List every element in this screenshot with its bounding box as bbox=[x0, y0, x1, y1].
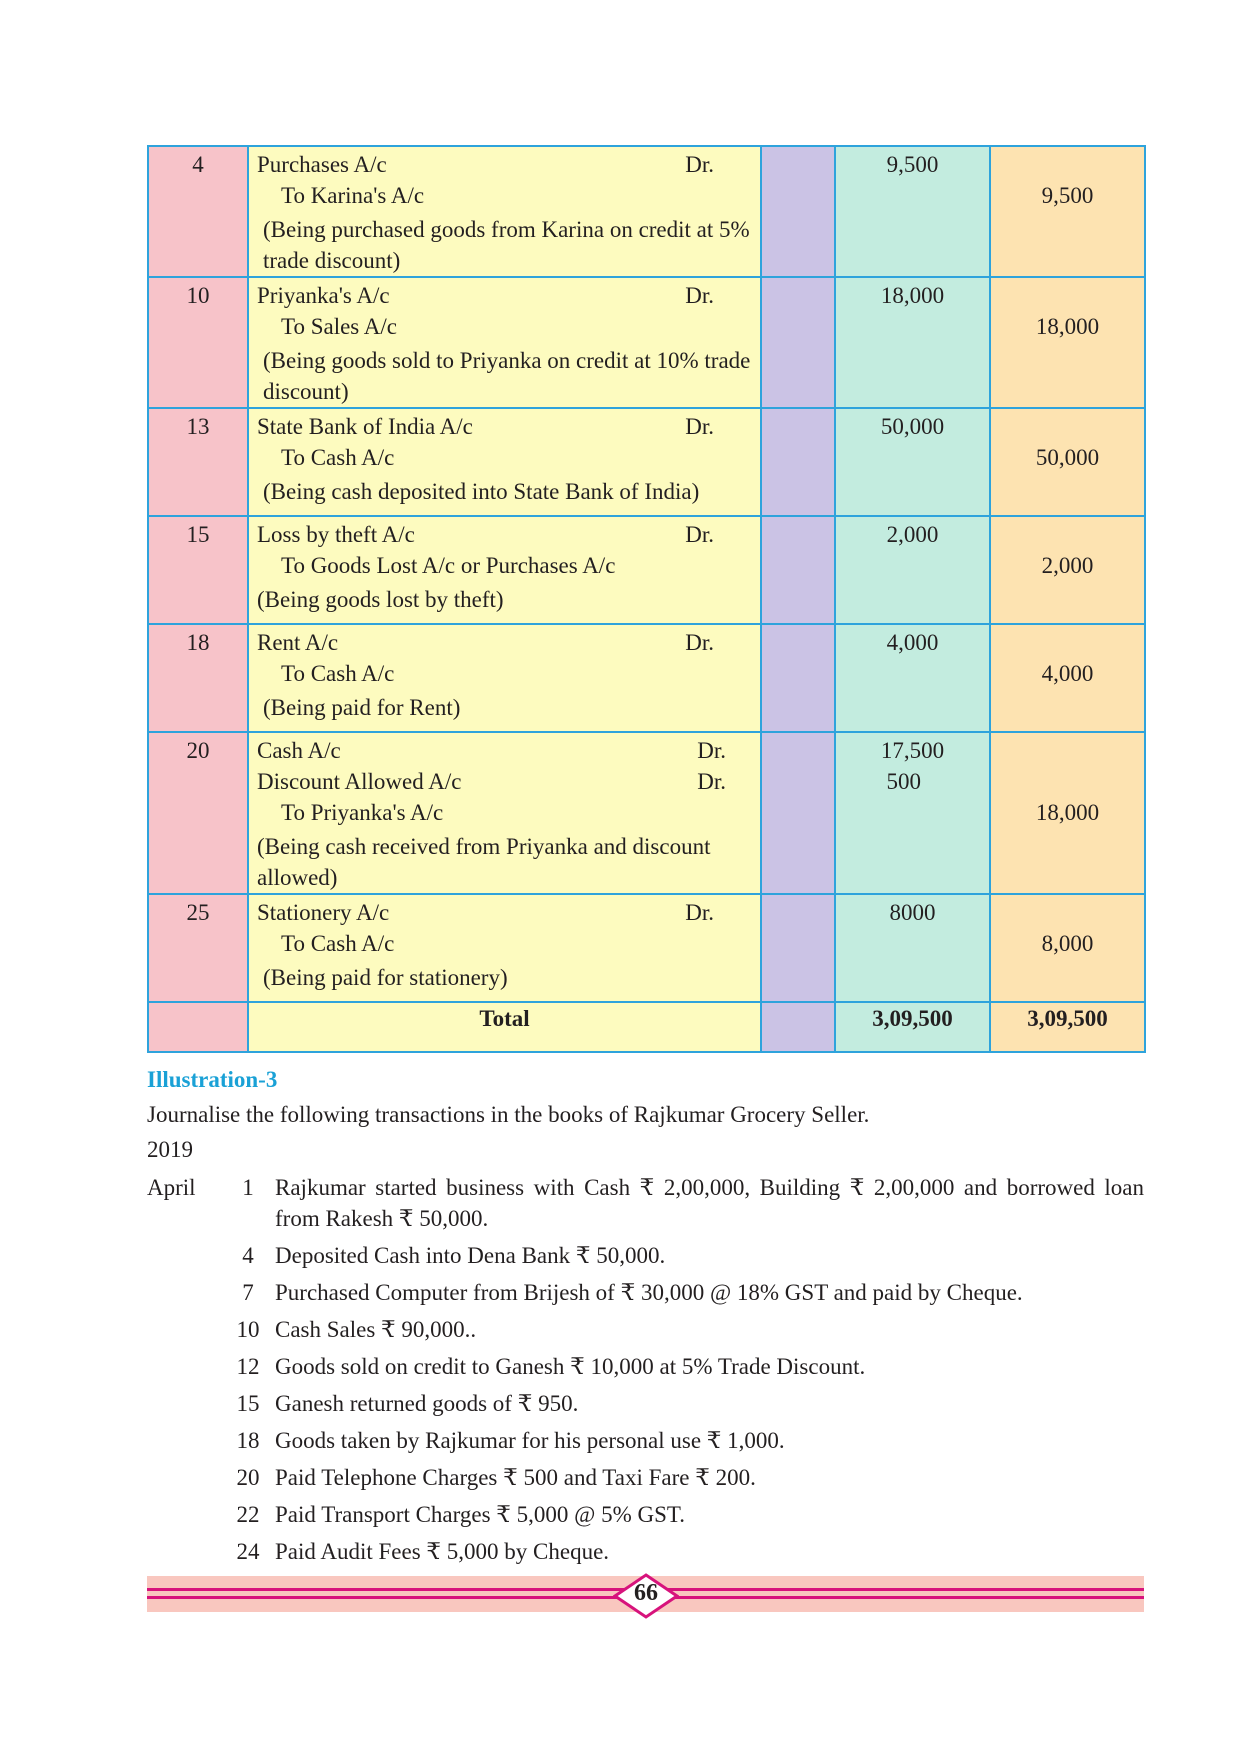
transaction-text: Purchased Computer from Brijesh of ₹ 30,000 @ 18% GST and paid by Cheque. bbox=[275, 1280, 1023, 1305]
debit-cell: 18,000 bbox=[835, 277, 990, 408]
credit-cell: 50,000 bbox=[990, 408, 1145, 516]
list-item bbox=[147, 1277, 1144, 1308]
transaction-text: Goods taken by Rajkumar for his personal use ₹ 1,000. bbox=[275, 1428, 785, 1453]
credit-cell: 18,000 bbox=[990, 732, 1145, 894]
dr-mark: Dr. bbox=[685, 283, 714, 308]
journal-row bbox=[148, 624, 1145, 732]
narration: (Being goods lost by theft) bbox=[257, 587, 504, 612]
dr-mark-2: Dr. bbox=[697, 769, 726, 794]
transaction-text: Deposited Cash into Dena Bank ₹ 50,000. bbox=[275, 1243, 666, 1268]
dr-mark: Dr. bbox=[685, 630, 714, 655]
credit-account: To Cash A/c bbox=[281, 445, 395, 470]
narration: (Being goods sold to Priyanka on credit at 10% trade discount) bbox=[263, 348, 751, 404]
day: 22 bbox=[236, 1502, 260, 1527]
debit-cell bbox=[835, 732, 990, 894]
transaction-text: Paid Audit Fees ₹ 5,000 by Cheque. bbox=[275, 1539, 610, 1564]
credit-cell: 4,000 bbox=[990, 624, 1145, 732]
lf-cell bbox=[761, 277, 835, 408]
transaction-text: Ganesh returned goods of ₹ 950. bbox=[275, 1391, 579, 1416]
debit-cell: 50,000 bbox=[835, 408, 990, 516]
total-label: Total bbox=[248, 1002, 761, 1052]
credit-account: To Sales A/c bbox=[281, 314, 397, 339]
debit-account: Priyanka's A/c bbox=[257, 283, 390, 308]
credit-cell: 8,000 bbox=[990, 894, 1145, 1002]
lf-cell bbox=[761, 516, 835, 624]
credit-account: To Goods Lost A/c or Purchases A/c bbox=[281, 553, 616, 578]
debit-cell: 4,000 bbox=[835, 624, 990, 732]
list-item bbox=[147, 1314, 1144, 1345]
particulars-cell bbox=[248, 732, 761, 894]
debit-amount-2: 500 bbox=[886, 769, 921, 794]
date-cell: 15 bbox=[148, 516, 248, 624]
date-cell: 4 bbox=[148, 146, 248, 277]
lf-cell bbox=[761, 624, 835, 732]
debit-account: Loss by theft A/c bbox=[257, 522, 415, 547]
debit-cell: 9,500 bbox=[835, 146, 990, 277]
transaction-text: Goods sold on credit to Ganesh ₹ 10,000 at 5% Trade Discount. bbox=[275, 1354, 866, 1379]
illustration-intro: Journalise the following transactions in the books of Rajkumar Grocery Seller. bbox=[147, 1102, 870, 1127]
debit-account: State Bank of India A/c bbox=[257, 414, 473, 439]
date-cell bbox=[148, 1002, 248, 1052]
dr-mark: Dr. bbox=[685, 900, 714, 925]
debit-cell: 2,000 bbox=[835, 516, 990, 624]
journal-row bbox=[148, 894, 1145, 1002]
transaction-text: Cash Sales ₹ 90,000.. bbox=[275, 1317, 477, 1342]
list-item bbox=[147, 1425, 1144, 1456]
particulars-cell bbox=[248, 277, 761, 408]
lf-cell bbox=[761, 146, 835, 277]
particulars-cell bbox=[248, 146, 761, 277]
list-item bbox=[147, 1499, 1144, 1530]
dr-mark: Dr. bbox=[685, 522, 714, 547]
dr-mark: Dr. bbox=[697, 738, 726, 763]
list-item bbox=[147, 1240, 1144, 1271]
debit-amount: 17,500 bbox=[880, 738, 945, 763]
journal-row bbox=[148, 516, 1145, 624]
list-item bbox=[147, 1172, 1144, 1234]
illustration-title: Illustration-3 bbox=[147, 1067, 278, 1092]
journal-row bbox=[148, 146, 1145, 277]
day: 18 bbox=[236, 1428, 260, 1453]
total-credit: 3,09,500 bbox=[990, 1002, 1145, 1052]
journal-table bbox=[147, 145, 1146, 1053]
date-cell: 25 bbox=[148, 894, 248, 1002]
particulars-cell bbox=[248, 408, 761, 516]
debit-account: Purchases A/c bbox=[257, 152, 387, 177]
day: 24 bbox=[236, 1539, 260, 1564]
transaction-text: Rajkumar started business with Cash ₹ 2,00,000, Building ₹ 2,00,000 and borrowed loan from Rakesh ₹ 50,000. bbox=[275, 1175, 1144, 1231]
debit-account: Cash A/c bbox=[257, 738, 341, 763]
credit-cell: 18,000 bbox=[990, 277, 1145, 408]
total-debit: 3,09,500 bbox=[835, 1002, 990, 1052]
narration: (Being cash received from Priyanka and discount allowed) bbox=[257, 834, 711, 890]
journal-row bbox=[148, 277, 1145, 408]
narration: (Being cash deposited into State Bank of India) bbox=[263, 479, 700, 504]
debit-account-2: Discount Allowed A/c bbox=[257, 769, 462, 794]
total-row bbox=[148, 1002, 1145, 1052]
credit-account: To Karina's A/c bbox=[281, 183, 425, 208]
transaction-text: Paid Telephone Charges ₹ 500 and Taxi Fare ₹ 200. bbox=[275, 1465, 756, 1490]
day: 12 bbox=[236, 1354, 260, 1379]
narration: (Being paid for Rent) bbox=[263, 695, 461, 720]
day: 7 bbox=[242, 1280, 254, 1305]
credit-cell: 9,500 bbox=[990, 146, 1145, 277]
lf-cell bbox=[761, 1002, 835, 1052]
credit-account: To Cash A/c bbox=[281, 661, 395, 686]
illustration-year: 2019 bbox=[147, 1137, 193, 1162]
day: 4 bbox=[242, 1243, 254, 1268]
dr-mark: Dr. bbox=[685, 414, 714, 439]
lf-cell bbox=[761, 408, 835, 516]
day: 15 bbox=[236, 1391, 260, 1416]
lf-cell bbox=[761, 894, 835, 1002]
day: 20 bbox=[236, 1465, 260, 1490]
particulars-cell bbox=[248, 894, 761, 1002]
credit-account: To Priyanka's A/c bbox=[281, 800, 444, 825]
list-item bbox=[147, 1462, 1144, 1493]
transaction-text: Paid Transport Charges ₹ 5,000 @ 5% GST. bbox=[275, 1502, 686, 1527]
page-number: 66 bbox=[634, 1580, 658, 1606]
date-cell: 20 bbox=[148, 732, 248, 894]
particulars-cell bbox=[248, 624, 761, 732]
debit-account: Rent A/c bbox=[257, 630, 339, 655]
lf-cell bbox=[761, 732, 835, 894]
dr-mark: Dr. bbox=[685, 152, 714, 177]
debit-cell: 8000 bbox=[835, 894, 990, 1002]
list-item bbox=[147, 1388, 1144, 1419]
credit-account: To Cash A/c bbox=[281, 931, 395, 956]
narration: (Being paid for stationery) bbox=[263, 965, 508, 990]
day: 10 bbox=[236, 1317, 260, 1342]
date-cell: 13 bbox=[148, 408, 248, 516]
particulars-cell bbox=[248, 516, 761, 624]
date-cell: 18 bbox=[148, 624, 248, 732]
journal-row bbox=[148, 732, 1145, 894]
debit-account: Stationery A/c bbox=[257, 900, 390, 925]
narration: (Being purchased goods from Karina on credit at 5% trade discount) bbox=[263, 217, 750, 273]
day: 1 bbox=[242, 1175, 254, 1200]
list-item bbox=[147, 1351, 1144, 1382]
credit-cell: 2,000 bbox=[990, 516, 1145, 624]
list-item bbox=[147, 1536, 1144, 1567]
transaction-list bbox=[147, 1172, 1144, 1573]
month-label: April bbox=[147, 1175, 196, 1200]
date-cell: 10 bbox=[148, 277, 248, 408]
journal-row bbox=[148, 408, 1145, 516]
